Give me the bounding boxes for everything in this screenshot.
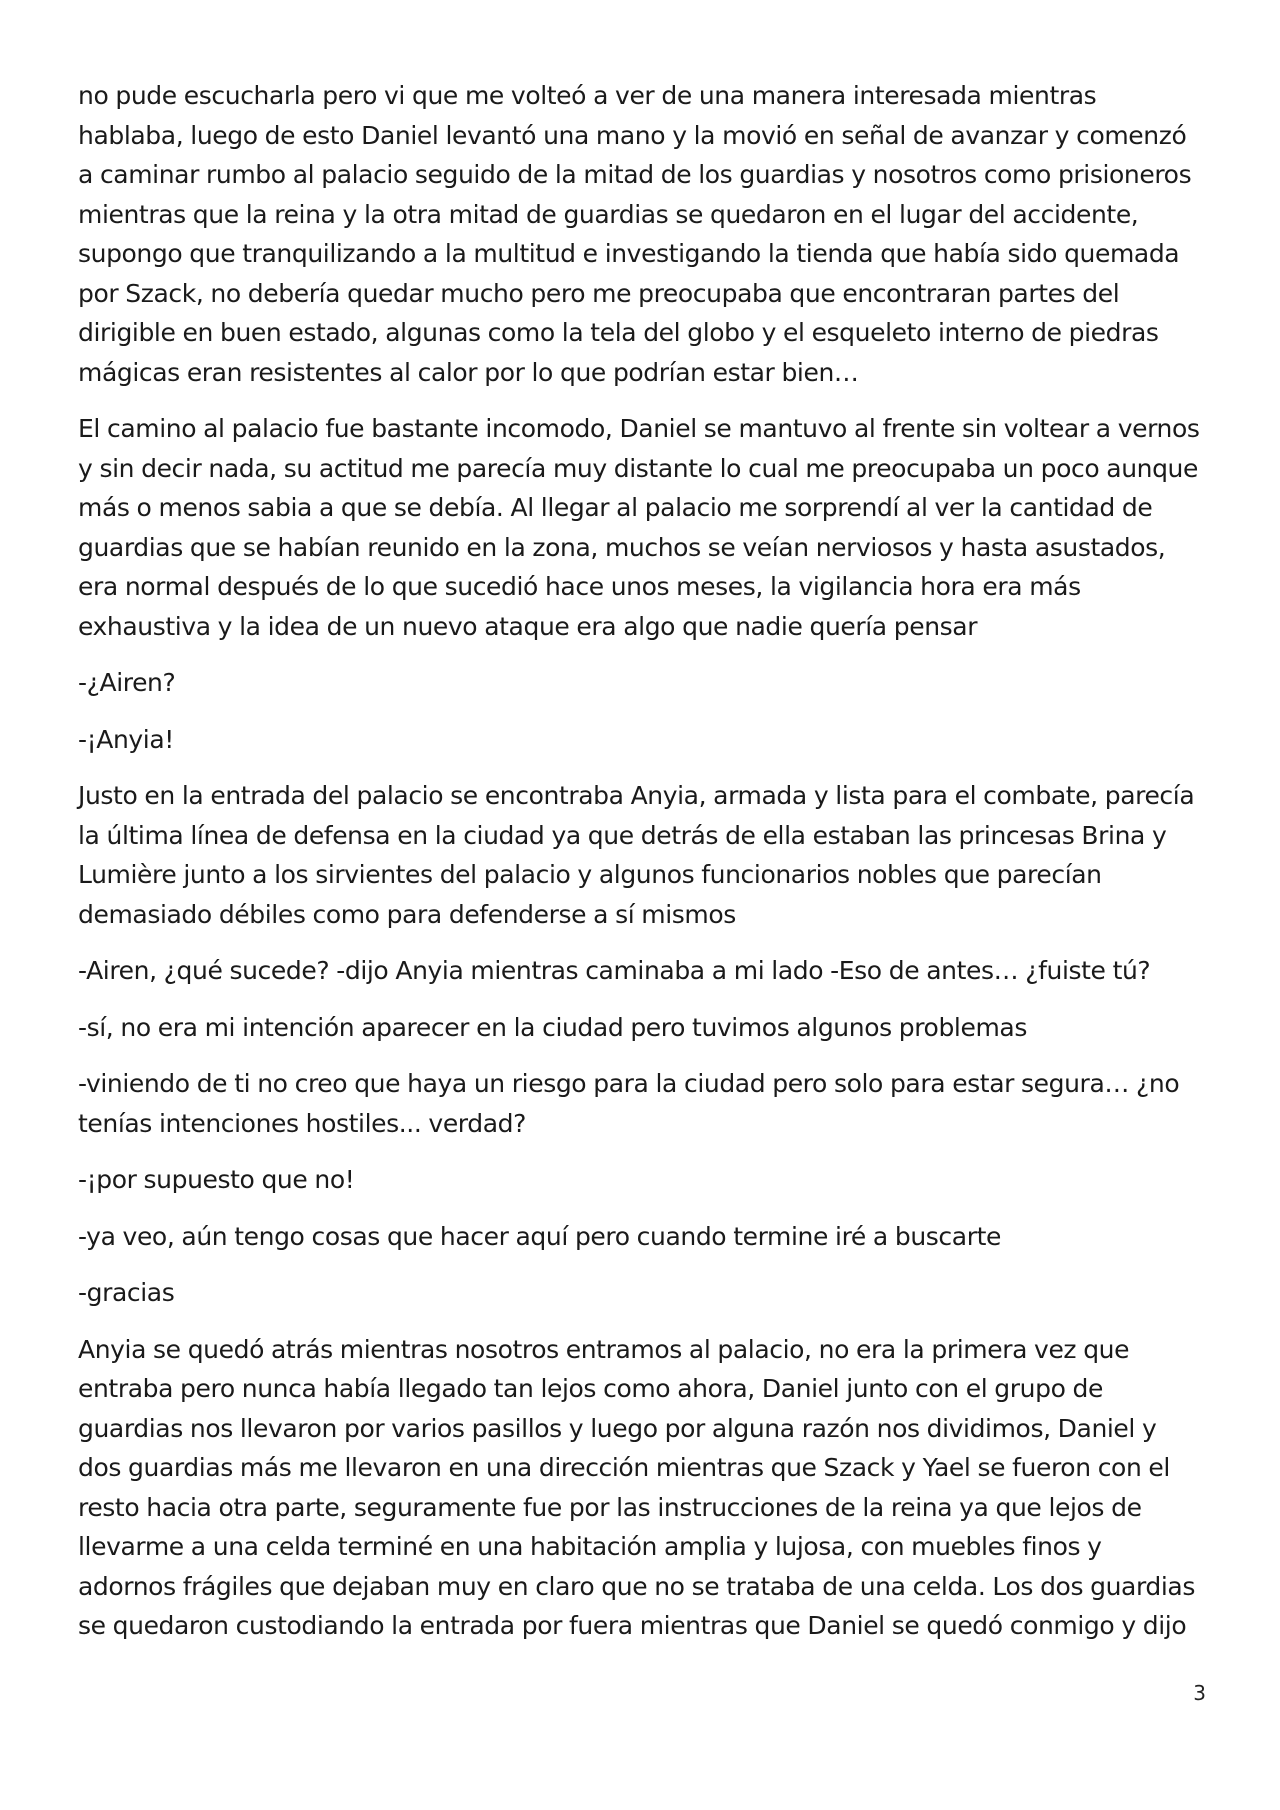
dialogue-line: -gracias: [78, 1278, 175, 1307]
paragraph: Justo en la entrada del palacio se encontraba Anyia, armada y lista para el combate, parecía la última línea de defensa en la ciudad ya que detrás de ella estaban las princesas Brina y Lumière junto a los sirvientes del palacio y algunos funcionarios nobles que parecían demasiado débiles como para defenderse a sí mismos: [78, 781, 1195, 929]
paragraph: El camino al palacio fue bastante incomodo, Daniel se mantuvo al frente sin voltear a vernos y sin decir nada, su actitud me parecía muy distante lo cual me preocupaba un poco aunque más o menos sabia a que se debía. Al llegar al palacio me sorprendí al ver la cantidad de guardias que se habían reunido en la zona, muchos se veían nerviosos y hasta asustados, era normal después de lo que sucedió hace unos meses, la vigilancia hora era más exhaustiva y la idea de un nuevo ataque era algo que nadie quería pensar: [78, 414, 1200, 641]
dialogue-line: -sí, no era mi intención aparecer en la ciudad pero tuvimos algunos problemas: [78, 1012, 1027, 1042]
paragraph: Anyia se quedó atrás mientras nosotros entramos al palacio, no era la primera vez que entraba pero nunca había llegado tan lejos como ahora, Daniel junto con el grupo de guardias nos llevaron por varios pasillos y luego por alguna razón nos dividimos, Daniel y dos guardias más me llevaron en una dirección mientras que Szack y Yael se fueron con el resto hacia otra parte, seguramente fue por las instrucciones de la reina ya que lejos de llevarme a una celda terminé en una habitación amplia y lujosa, con muebles finos y adornos frágiles que dejaban muy en claro que no se trataba de una celda. Los dos guardias se quedaron custodiando la entrada por fuera mientras que Daniel se quedó conmigo y dijo: [78, 1334, 1195, 1640]
dialogue-line: -¡por supuesto que no!: [78, 1165, 355, 1194]
body-text: [78, 76, 1204, 1663]
page-number: 3: [1193, 1681, 1206, 1705]
paragraph: no pude escucharla pero vi que me volteó a ver de una manera interesada mientras hablaba, luego de esto Daniel levantó una mano y la movió en señal de avanzar y comenzó a caminar rumbo al palacio seguido de la mitad de los guardias y nosotros como prisioneros mientras que la reina y la otra mitad de guardias se quedaron en el lugar del accidente, supongo que tranquilizando a la multitud e investigando la tienda que había sido quemada por Szack, no debería quedar mucho pero me preocupaba que encontraran partes del dirigible en buen estado, algunas como la tela del globo y el esqueleto interno de piedras mágicas eran resistentes al calor por lo que podrían estar bien…: [78, 81, 1192, 387]
dialogue-line: -¡Anyia!: [78, 724, 174, 754]
dialogue-line: -¿Airen?: [78, 668, 176, 697]
dialogue-line: -viniendo de ti no creo que haya un riesgo para la ciudad pero solo para estar segura… ¿no tenías intenciones hostiles... verdad?: [78, 1069, 1180, 1138]
dialogue-line: -Airen, ¿qué sucede? -dijo Anyia mientras caminaba a mi lado -Eso de antes… ¿fuiste tú?: [78, 956, 1151, 985]
dialogue-line: -ya veo, aún tengo cosas que hacer aquí pero cuando termine iré a buscarte: [78, 1221, 1001, 1251]
